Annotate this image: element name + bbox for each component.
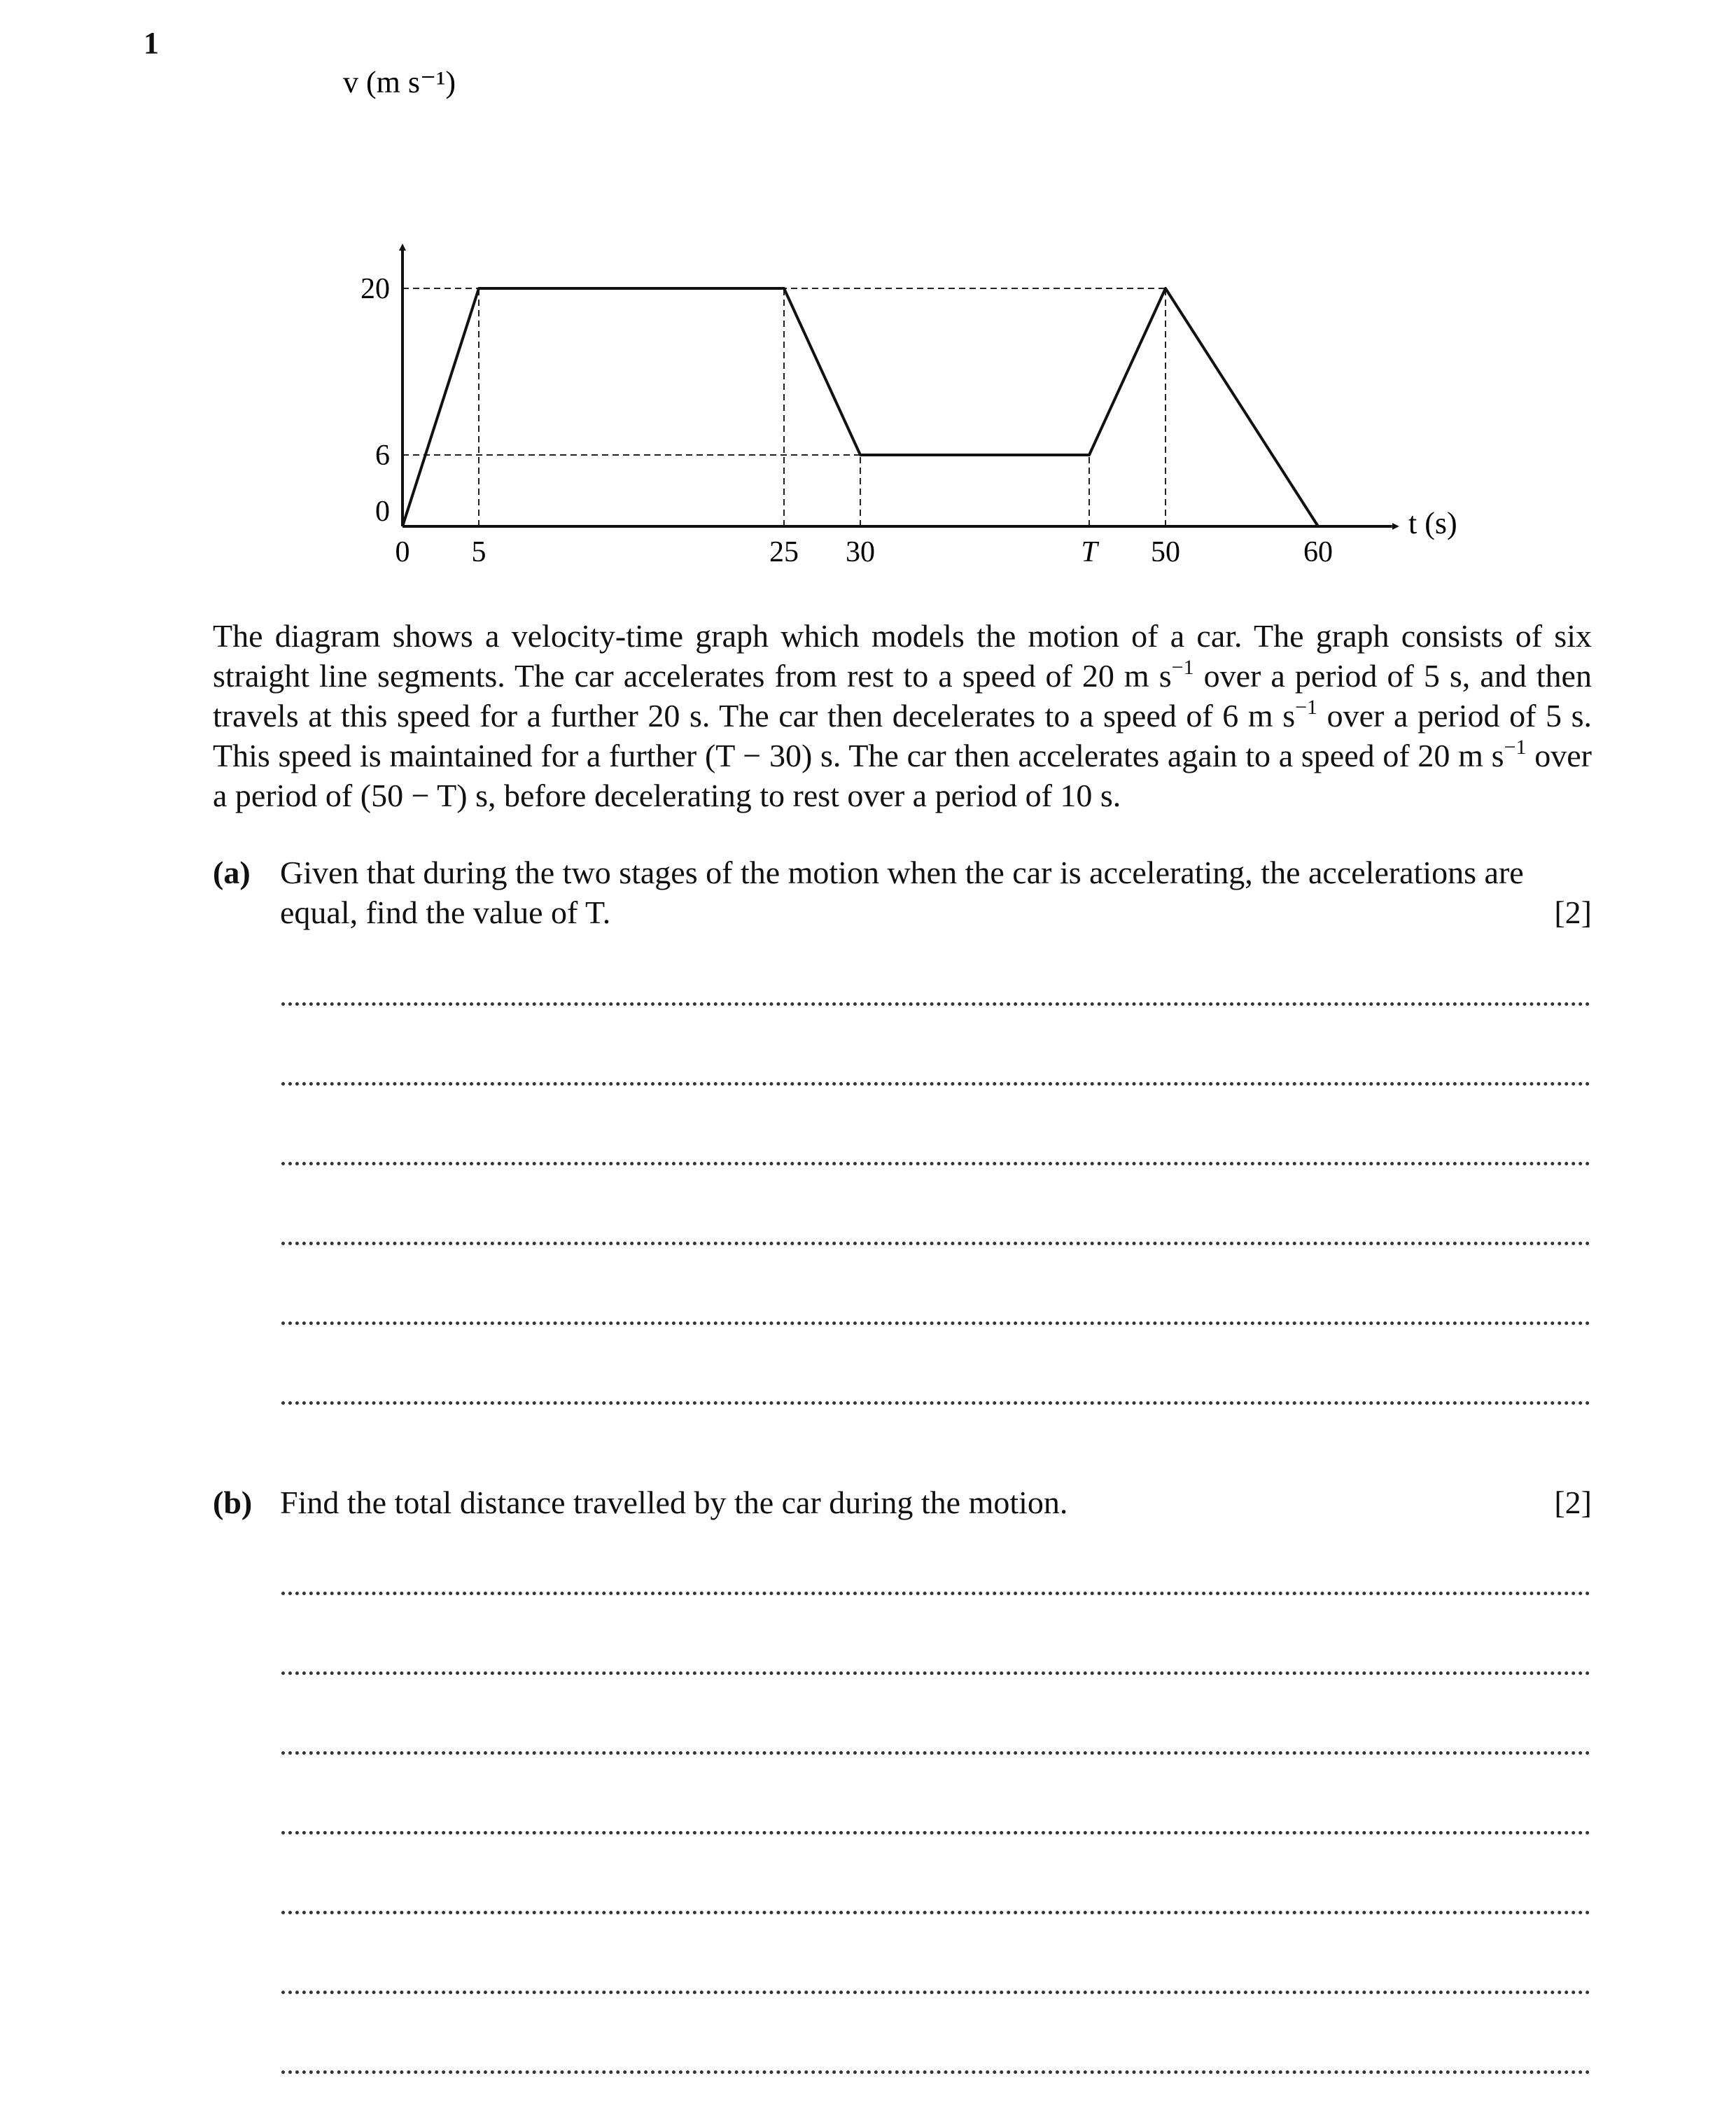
part-b-marks: [2] xyxy=(1554,1485,1592,1520)
intro-sup3: −1 xyxy=(1504,736,1527,759)
dashed-guides xyxy=(402,288,1166,526)
part-b-label: (b) xyxy=(213,1485,253,1520)
x-axis-label: t (s) xyxy=(1408,506,1457,540)
y-tick-label: 20 xyxy=(360,273,390,305)
velocity-time-graph xyxy=(0,0,1736,602)
answer-line-a2[interactable] xyxy=(281,1082,1590,1086)
x-tick-label: 5 xyxy=(471,536,486,568)
intro-sup2: −1 xyxy=(1295,696,1318,719)
part-a-text: Given that during the two stages of the motion when the car is accelerating, the accelerations are equal, find the value of T. xyxy=(280,855,1524,930)
answer-line-b4[interactable] xyxy=(281,1831,1590,1835)
answer-line-b6[interactable] xyxy=(281,1991,1590,1994)
answer-line-a6[interactable] xyxy=(281,1401,1590,1405)
answer-line-b1[interactable] xyxy=(281,1592,1590,1595)
x-tick-label: 25 xyxy=(769,536,799,568)
intro-paragraph xyxy=(213,616,1592,815)
y-tick-label: 0 xyxy=(375,496,390,528)
answer-line-b5[interactable] xyxy=(281,1911,1590,1914)
answer-line-a4[interactable] xyxy=(281,1242,1590,1245)
answer-line-b7[interactable] xyxy=(281,2070,1590,2074)
part-a-label: (a) xyxy=(213,855,251,890)
intro-s3: over a period of 5 s. This speed is maintained for a further (T − 30) s. The car then accelerates again to a speed of 20 m s xyxy=(213,698,1592,773)
x-tick-label: 30 xyxy=(846,536,875,568)
x-tick-label: 50 xyxy=(1151,536,1180,568)
intro-s4: over a period of (50 − T) s, before decelerating to rest over a period of 10 s. xyxy=(213,738,1592,813)
answer-line-a1[interactable] xyxy=(281,1002,1590,1006)
x-tick-label: 0 xyxy=(395,536,410,568)
axes xyxy=(402,251,1392,526)
y-tick-label: 6 xyxy=(375,440,390,472)
answer-line-b3[interactable] xyxy=(281,1751,1590,1755)
answer-line-b2[interactable] xyxy=(281,1671,1590,1675)
part-a xyxy=(213,853,1592,932)
answer-line-a3[interactable] xyxy=(281,1162,1590,1165)
intro-s2: over a period of 5 s, and then travels at this speed for a further 20 s. The car then decelerates to a speed of 6 m s xyxy=(213,658,1592,734)
part-a-marks: [2] xyxy=(1554,895,1592,930)
y-axis-label: v (m s⁻¹) xyxy=(343,65,456,99)
intro-sup1: −1 xyxy=(1171,656,1194,679)
intro-s1: The diagram shows a velocity-time graph which models the motion of a car. The graph consists of six straight line segments. The car accelerates from rest to a speed of 20 m s xyxy=(213,618,1592,694)
x-tick-label: 60 xyxy=(1303,536,1333,568)
x-tick-label: T xyxy=(1081,536,1098,568)
part-b-text: Find the total distance travelled by the car during the motion. xyxy=(280,1485,1068,1520)
question-number: 1 xyxy=(144,26,159,60)
tick-labels xyxy=(360,273,1333,568)
answer-line-a5[interactable] xyxy=(281,1321,1590,1325)
part-b xyxy=(213,1482,1592,1522)
